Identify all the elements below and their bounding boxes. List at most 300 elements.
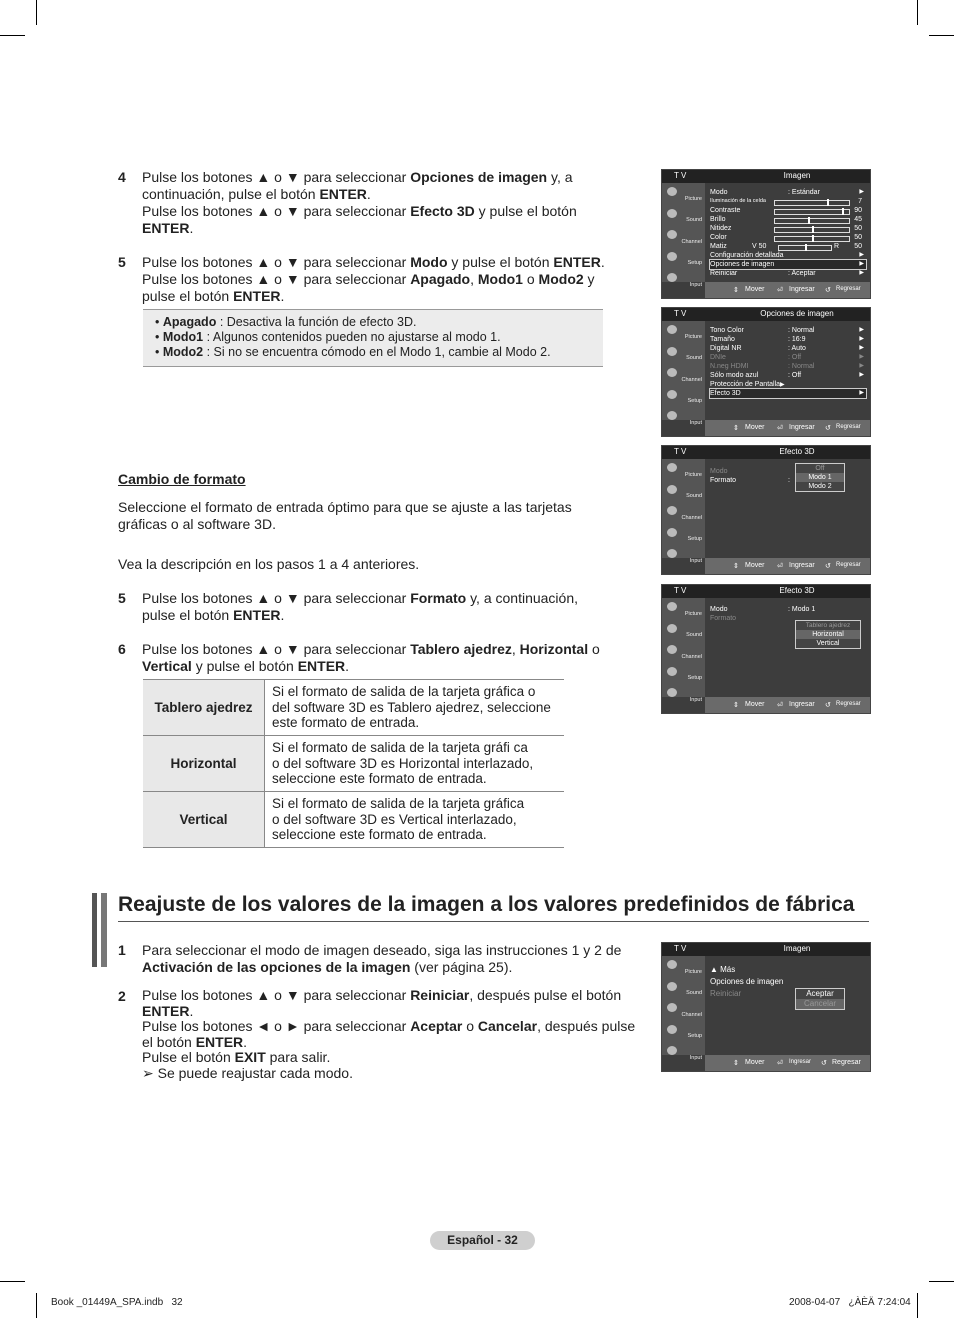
menu-item-efecto-3d[interactable] [710, 389, 866, 398]
tv-menu-title: Efecto 3D [779, 586, 815, 595]
sidebar-item-setup[interactable] [662, 386, 705, 408]
step-number: 5 [118, 254, 126, 270]
table-key: Horizontal [143, 736, 265, 792]
section-bar [92, 893, 97, 967]
sidebar-label: Sound [686, 493, 702, 499]
sidebar-label: Channel [681, 653, 702, 660]
item-value: 50 [854, 225, 862, 232]
tv-menu-header [662, 585, 870, 598]
menu-item-opciones[interactable] [710, 976, 866, 988]
text: Si el formato de salida de la tarjeta gráfica [272, 796, 525, 812]
text: Horizontal [519, 641, 589, 657]
step-number: 2 [118, 988, 126, 1004]
sidebar-item-sound[interactable] [662, 343, 705, 365]
table-value [265, 792, 565, 848]
sidebar-label: Setup [687, 675, 702, 681]
item-label: Iluminación de la celda [710, 198, 766, 204]
item-value: : Normal [788, 363, 815, 370]
crop-mark [929, 1281, 954, 1282]
text: (ver página 25). [410, 959, 513, 975]
footer-regresar: Regresar [836, 562, 861, 568]
sidebar-item-picture[interactable] [662, 459, 705, 481]
text: Si el formato de salida de la tarjeta gráfica o [272, 684, 536, 700]
tv-menu-header [662, 943, 870, 956]
tv-label: T V [674, 944, 687, 953]
channel-icon [667, 1003, 677, 1012]
text: Aceptar [410, 1018, 463, 1034]
sidebar-item-channel[interactable] [662, 641, 705, 663]
sidebar-label: Input [689, 1054, 702, 1061]
updown-icon: ⇕ [733, 702, 739, 709]
step-number: 6 [118, 641, 126, 657]
text: Modo2 [162, 345, 204, 359]
footer-mover: Mover [745, 1059, 765, 1066]
item-label: Tono Color [710, 327, 744, 334]
item-label: Modo [710, 468, 728, 475]
text: seleccione este formato de entrada. [272, 827, 487, 843]
paragraph: Vea la descripción en los pasos 1 a 4 anteriores. [118, 556, 420, 572]
crop-mark [917, 0, 918, 25]
footer-timestamp: 2008-04-07 ¿ÀÈÄ 7:24:04 [789, 1297, 911, 1308]
text: Para seleccionar el modo de imagen deseado, siga las instrucciones 1 y 2 de [142, 942, 622, 958]
enter-icon: ⏎ [777, 702, 783, 709]
format-table [143, 679, 564, 848]
sidebar-item-setup[interactable] [662, 524, 705, 546]
footer-filename: Book _01449A_SPA.indb 32 [51, 1297, 183, 1308]
text: Pulse los botones ▲ o ▼ para seleccionar [142, 254, 411, 270]
text: . [189, 1002, 194, 1019]
tv-menu-list [710, 326, 866, 398]
sidebar-item-picture[interactable] [662, 598, 705, 620]
sidebar-item-input[interactable] [662, 269, 705, 291]
item-value: 90 [854, 207, 862, 214]
dropdown-popup [795, 620, 861, 649]
enter-icon: ⏎ [777, 425, 783, 432]
sidebar-item-setup[interactable] [662, 1021, 705, 1043]
text: , [470, 271, 478, 287]
item-label: Tamaño [710, 336, 735, 343]
text: . [243, 1033, 248, 1050]
text: Modo1 [477, 271, 523, 287]
picture-icon [667, 463, 677, 472]
item-label: Modo [710, 189, 728, 196]
sidebar-item-picture[interactable] [662, 183, 705, 205]
text: ENTER [319, 186, 367, 202]
tv-menu-efecto-3d-modo [661, 445, 871, 575]
item-label: Opciones de imagen [710, 261, 775, 268]
text: . [280, 607, 285, 623]
sidebar-label: Picture [684, 610, 702, 617]
menu-item[interactable] [710, 380, 866, 389]
sound-icon [667, 485, 677, 494]
menu-item-modo[interactable] [710, 188, 866, 197]
step-number: 5 [118, 590, 126, 606]
text: . [280, 288, 285, 304]
sidebar-label: Sound [686, 217, 702, 223]
sidebar-label: Picture [684, 471, 702, 478]
footer-regresar: Regresar [836, 286, 861, 292]
tv-sidebar [662, 956, 705, 1061]
crop-mark [36, 0, 37, 25]
text: continuación, pulse el botón [142, 186, 320, 202]
sidebar-item-setup[interactable] [662, 248, 705, 270]
setup-icon [667, 1025, 677, 1034]
item-value: : 16:9 [788, 336, 806, 343]
slider-knob [812, 226, 814, 233]
footer-ingresar: Ingresar [789, 1059, 812, 1065]
footer-mover: Mover [745, 701, 765, 708]
item-label: Formato [710, 477, 737, 484]
menu-item-opciones[interactable] [710, 260, 866, 269]
sidebar-item-picture[interactable] [662, 956, 705, 978]
sidebar-item-setup[interactable] [662, 663, 705, 685]
arrow-right-icon: ▶ [859, 363, 864, 369]
text: Pulse los botones ▲ o ▼ para seleccionar [142, 271, 411, 287]
step-number: 1 [118, 942, 126, 958]
item-label: Nitidez [710, 225, 732, 232]
sidebar-item-sound[interactable] [662, 620, 705, 642]
text: Cancelar [477, 1018, 538, 1034]
text: Modo2 [538, 271, 584, 287]
menu-item[interactable] [710, 371, 866, 380]
item-label: DNIe [710, 354, 726, 361]
setup-icon [667, 252, 677, 261]
text: o del software 3D es Vertical interlazado, [272, 811, 517, 827]
arrow-right-icon: ▶ [859, 354, 864, 360]
sidebar-item-channel[interactable] [662, 502, 705, 524]
tv-label: T V [674, 171, 687, 180]
text: seleccione este formato de entrada. [272, 771, 487, 787]
item-label: Matiz [710, 243, 727, 250]
sidebar-label: Input [689, 696, 702, 703]
text: Si el formato de salida de la tarjeta gráfi ca [272, 740, 528, 756]
item-value: 50 [854, 234, 862, 241]
text: y, a [547, 169, 573, 185]
tv-menu-title: Efecto 3D [779, 447, 815, 456]
sidebar-label: Setup [687, 260, 702, 266]
tv-menu-footer [705, 697, 870, 713]
slider-knob [827, 199, 829, 206]
item-value: : [788, 477, 790, 484]
item-value: : Aceptar [788, 270, 816, 277]
text: o [522, 271, 539, 287]
tv-sidebar [662, 321, 705, 426]
footer-mover: Mover [745, 286, 765, 293]
text: y, a continuación, [466, 590, 578, 606]
item-value: : Auto [788, 345, 806, 352]
item-label: Color [710, 234, 727, 241]
tv-menu-footer [705, 558, 870, 574]
updown-icon: ⇕ [733, 1060, 739, 1067]
menu-item[interactable] [710, 344, 866, 353]
text: el botón [142, 1033, 196, 1050]
updown-icon: ⇕ [733, 563, 739, 570]
text: EXIT [234, 1049, 266, 1065]
slider-left-label: V 50 [752, 243, 767, 250]
crop-mark [0, 1281, 25, 1282]
input-icon [667, 411, 677, 420]
text: y pulse el botón [191, 658, 298, 674]
sidebar-item-channel[interactable] [662, 999, 705, 1021]
popup-option-cancelar[interactable]: Cancelar [796, 999, 844, 1009]
enter-icon: ⏎ [777, 563, 783, 570]
tv-menu-footer [705, 1055, 870, 1071]
sidebar-label: Picture [684, 195, 702, 202]
setup-icon [667, 528, 677, 537]
tv-menu-imagen-reset [661, 942, 871, 1072]
text: : Desactiva la función de efecto 3D. [216, 315, 417, 329]
picture-icon [667, 602, 677, 611]
item-label: Modo [710, 606, 728, 613]
channel-icon [667, 368, 677, 377]
text: para salir. [265, 1049, 331, 1065]
sidebar-item-channel[interactable] [662, 226, 705, 248]
item-label: Opciones de imagen [710, 977, 784, 986]
arrow-right-icon: ▶ [859, 189, 864, 195]
text: este formato de entrada. [272, 715, 420, 731]
sidebar-item-input[interactable] [662, 545, 705, 567]
item-value: 50 [854, 243, 862, 250]
text: del software 3D es Tablero ajedrez, seleccione [272, 699, 551, 715]
sidebar-label: Channel [681, 376, 702, 383]
slider-knob [812, 235, 814, 242]
input-icon [667, 549, 677, 558]
sidebar-item-channel[interactable] [662, 364, 705, 386]
table-row [143, 736, 564, 792]
picture-icon [667, 960, 677, 969]
tv-label: T V [674, 309, 687, 318]
text: . [345, 658, 350, 674]
table-row [143, 792, 564, 848]
menu-item-slider[interactable] [710, 233, 866, 242]
arrow-right-icon: ▶ [859, 336, 864, 342]
popup-option[interactable]: Modo 1 [796, 473, 844, 482]
popup-option[interactable]: Modo 2 [808, 483, 832, 490]
text: ENTER [297, 658, 346, 674]
slider-knob [805, 244, 807, 251]
arrow-right-icon: ▶ [859, 372, 864, 378]
return-icon: ↺ [825, 702, 831, 709]
menu-item-reiniciar[interactable] [710, 269, 866, 278]
tv-label: T V [674, 447, 687, 456]
paragraph: gráficas o al software 3D. [118, 516, 276, 532]
text: Pulse el botón [142, 1049, 235, 1065]
text: ENTER [233, 607, 281, 623]
sidebar-label: Setup [687, 536, 702, 542]
table-key: Vertical [143, 792, 265, 848]
footer-regresar: Regresar [836, 424, 861, 430]
menu-item-config[interactable] [710, 251, 866, 260]
tv-menu-title: Imagen [783, 171, 811, 180]
text: y pulse el botón [447, 254, 554, 270]
return-icon: ↺ [825, 287, 831, 294]
updown-icon: ⇕ [733, 287, 739, 294]
menu-item-slider[interactable] [710, 215, 866, 224]
item-label: Brillo [710, 216, 726, 223]
item-value: 45 [854, 216, 862, 223]
popup-option[interactable]: Tablero ajedrez [805, 622, 851, 629]
enter-icon: ⏎ [777, 287, 783, 294]
input-icon [667, 273, 677, 282]
footer-ingresar: Ingresar [789, 562, 815, 569]
sidebar-label: Sound [686, 355, 702, 361]
text: Apagado [162, 315, 217, 329]
sidebar-label: Channel [681, 1011, 702, 1018]
arrow-right-icon: ▶ [859, 390, 864, 396]
item-label: Formato [710, 615, 737, 622]
sidebar-label: Setup [687, 398, 702, 404]
section-bar [101, 893, 107, 967]
tv-menu-list [710, 188, 866, 278]
sidebar-item-input[interactable] [662, 684, 705, 706]
dropdown-popup [795, 988, 845, 1010]
sidebar-item-picture[interactable] [662, 321, 705, 343]
sidebar-item-sound[interactable] [662, 978, 705, 1000]
slider-knob [808, 217, 810, 224]
text: . [600, 254, 605, 270]
arrow-right-icon: ▶ [859, 270, 864, 276]
sidebar-label: Picture [684, 333, 702, 340]
text: y pulse el botón [474, 203, 577, 219]
menu-item[interactable] [710, 326, 866, 335]
paragraph: Seleccione el formato de entrada óptimo para que se ajuste a las tarjetas [118, 499, 572, 515]
footer-mover: Mover [745, 562, 765, 569]
tv-menu-title: Opciones de imagen [760, 309, 834, 318]
table-row [143, 680, 564, 736]
sidebar-item-sound[interactable] [662, 481, 705, 503]
channel-icon [667, 645, 677, 654]
return-icon: ↺ [825, 425, 831, 432]
item-label: Reiniciar [710, 270, 738, 277]
sound-icon [667, 624, 677, 633]
text: Formato [410, 590, 467, 606]
slider-knob [842, 208, 844, 215]
channel-icon [667, 506, 677, 515]
tv-menu-opciones [661, 307, 871, 437]
sidebar-label: Picture [684, 968, 702, 975]
text: Apagado [410, 271, 471, 287]
item-value: : Off [788, 372, 802, 379]
section-rule [118, 921, 869, 922]
tv-sidebar [662, 459, 705, 564]
popup-option[interactable]: Vertical [816, 640, 840, 647]
tv-sidebar [662, 598, 705, 703]
page-number: Español - 32 [430, 1231, 535, 1250]
text: Tablero ajedrez [410, 641, 512, 657]
text: Vertical [142, 658, 192, 674]
tv-menu-efecto-3d-formato [661, 584, 871, 714]
sidebar-item-input[interactable] [662, 407, 705, 429]
channel-icon [667, 230, 677, 239]
input-icon [667, 688, 677, 697]
input-icon [667, 1046, 677, 1055]
picture-icon [667, 325, 677, 334]
text: : Algunos contenidos pueden no ajustarse al modo 1. [203, 330, 501, 344]
text: o del software 3D es Horizontal interlazado, [272, 755, 534, 771]
arrow-right-icon: ▶ [859, 261, 864, 267]
table-key: Tablero ajedrez [143, 680, 265, 736]
footer-mover: Mover [745, 424, 765, 431]
footer-ingresar: Ingresar [789, 424, 815, 431]
sidebar-label: Input [689, 419, 702, 426]
tv-menu-footer [705, 282, 870, 298]
tip-text: ➢ Se puede reajustar cada modo. [142, 1064, 353, 1081]
text: Opciones de imagen [410, 169, 548, 185]
text: ENTER [195, 1033, 244, 1050]
tv-sidebar [662, 183, 705, 288]
sound-icon [667, 209, 677, 218]
text: ENTER [553, 254, 601, 270]
item-value: : Estándar [788, 189, 820, 196]
menu-item[interactable] [710, 335, 866, 344]
popup-option[interactable]: Horizontal [796, 630, 860, 639]
menu-item-slider[interactable] [710, 224, 866, 233]
item-label: Configuración detallada [710, 252, 784, 259]
tv-menu-header [662, 446, 870, 459]
menu-item [710, 362, 866, 371]
menu-item-slider[interactable] [710, 206, 866, 215]
tv-menu-imagen [661, 169, 871, 299]
item-value: 7 [858, 198, 862, 205]
table-value [265, 736, 565, 792]
subsection-heading: Cambio de formato [118, 471, 246, 487]
picture-icon [667, 187, 677, 196]
text: ENTER [142, 1002, 190, 1019]
text: Pulse los botones ▲ o ▼ para seleccionar [142, 641, 411, 657]
sidebar-label: Input [689, 557, 702, 564]
text: Pulse los botones ◄ o ► para seleccionar [142, 1018, 411, 1034]
text: , después pulse el botón [469, 987, 622, 1003]
dropdown-popup [795, 463, 845, 492]
menu-item-slider[interactable] [710, 242, 866, 251]
text: o [588, 641, 600, 657]
sidebar-item-sound[interactable] [662, 205, 705, 227]
sidebar-label: Channel [681, 238, 702, 245]
item-value: : Normal [788, 327, 815, 334]
setup-icon [667, 390, 677, 399]
menu-item-modo[interactable] [710, 605, 866, 614]
text: pulse el botón [142, 607, 234, 623]
popup-option[interactable]: Off [815, 465, 825, 472]
sidebar-label: Channel [681, 514, 702, 521]
footer-regresar: Regresar [836, 701, 861, 707]
item-label: N.neg HDMI [710, 363, 749, 370]
footer-ingresar: Ingresar [789, 701, 815, 708]
sidebar-label: Input [689, 281, 702, 288]
crop-mark [929, 35, 954, 36]
menu-item-slider[interactable] [710, 197, 866, 206]
popup-option-aceptar[interactable]: Aceptar [806, 989, 834, 998]
text: Pulse los botones ▲ o ▼ para seleccionar [142, 590, 411, 606]
enter-icon: ⏎ [777, 1060, 783, 1067]
return-icon: ↺ [821, 1060, 827, 1067]
arrow-right-icon: ▶ [859, 327, 864, 333]
menu-item-mas[interactable] [710, 964, 866, 976]
updown-icon: ⇕ [733, 425, 739, 432]
text: . [366, 186, 371, 202]
crop-mark [917, 1293, 918, 1318]
text: , [511, 641, 520, 657]
menu-item [710, 353, 866, 362]
crop-mark [0, 35, 25, 36]
text: Pulse los botones ▲ o ▼ para seleccionar [142, 169, 411, 185]
text: ENTER [233, 288, 281, 304]
tv-menu-footer [705, 420, 870, 436]
arrow-right-icon: ▶ [859, 252, 864, 258]
item-label: Protección de Pantalla [710, 381, 781, 388]
sidebar-item-input[interactable] [662, 1042, 705, 1064]
text: , después pulse [537, 1018, 636, 1034]
